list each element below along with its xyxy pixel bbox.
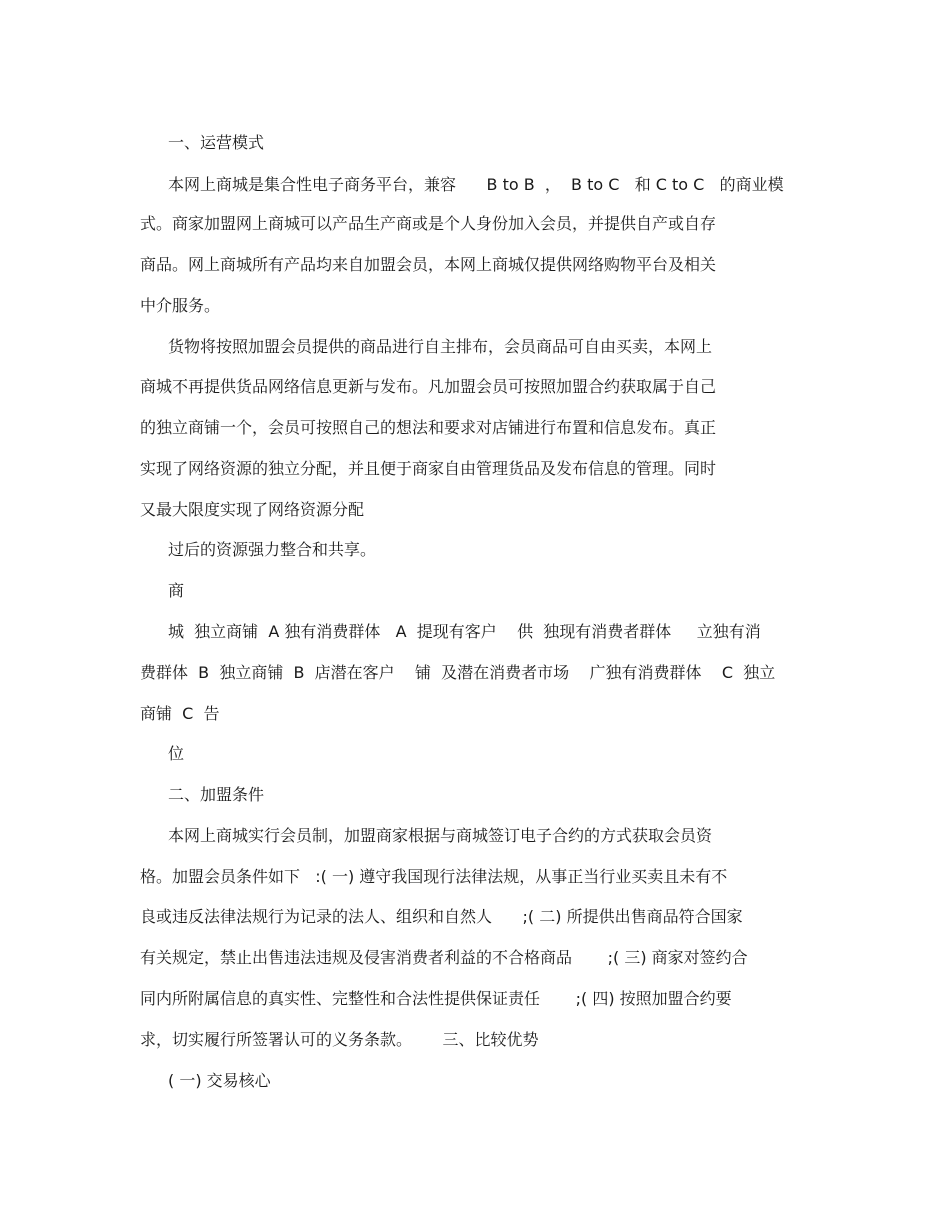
- paragraph-line: 本网上商城实行会员制，加盟商家根据与商城签订电子合约的方式获取会员资: [168, 826, 713, 845]
- paragraph-line: 商: [168, 581, 185, 600]
- subsection-heading-trade-core: ( 一) 交易核心: [168, 1071, 271, 1090]
- paragraph-line: 又最大限度实现了网络资源分配: [140, 500, 365, 519]
- paragraph-line: 格。加盟会员条件如下 :( 一) 遵守我国现行法律法规，从事正当行业买卖且未有不: [140, 867, 728, 886]
- paragraph-line: 商品。网上商城所有产品均来自加盟会员，本网上商城仅提供网络购物平台及相关: [140, 255, 717, 274]
- section-heading-membership: 二、加盟条件: [168, 785, 265, 804]
- paragraph-line: 货物将按照加盟会员提供的商品进行自主排布，会员商品可自由买卖，本网上: [168, 337, 713, 356]
- paragraph-line: 良或违反法律法规行为记录的法人、组织和自然人 ;( 二) 所提供出售商品符合国家: [140, 907, 743, 926]
- paragraph-line: 费群体 B 独立商铺 B 店潜在客户 铺 及潜在消费者市场 广独有消费群体 C 独立: [140, 663, 776, 682]
- paragraph-line: 实现了网络资源的独立分配，并且便于商家自由管理货品及发布信息的管理。同时: [140, 459, 717, 478]
- paragraph-line: 有关规定，禁止出售违法违规及侵害消费者利益的不合格商品 ;( 三) 商家对签约合: [140, 948, 748, 967]
- paragraph-line: 式。商家加盟网上商城可以产品生产商或是个人身份加入会员，并提供自产或自存: [140, 214, 717, 233]
- section-heading-operation-mode: 一、运营模式: [168, 133, 265, 152]
- paragraph-line: 位: [168, 744, 185, 763]
- paragraph-line: 商铺 C 告: [140, 704, 220, 723]
- paragraph-line: 的独立商铺一个，会员可按照自己的想法和要求对店铺进行布置和信息发布。真正: [140, 418, 717, 437]
- paragraph-line: 城 独立商铺 A 独有消费群体 A 提现有客户 供 独现有消费者群体 立独有消: [168, 622, 761, 641]
- paragraph-line: 求，切实履行所签署认可的义务条款。 三、比较优势: [140, 1030, 539, 1049]
- paragraph-line: 商城不再提供货品网络信息更新与发布。凡加盟会员可按照加盟合约获取属于自己: [140, 377, 717, 396]
- paragraph-line: 中介服务。: [140, 296, 221, 315]
- paragraph-line: 过后的资源强力整合和共享。: [168, 540, 377, 559]
- paragraph-line: 同内所附属信息的真实性、完整性和合法性提供保证责任 ;( 四) 按照加盟合约要: [140, 989, 732, 1008]
- paragraph-line: 本网上商城是集合性电子商务平台，兼容 B to B ， B to C 和 C to C 的商业模: [168, 175, 784, 194]
